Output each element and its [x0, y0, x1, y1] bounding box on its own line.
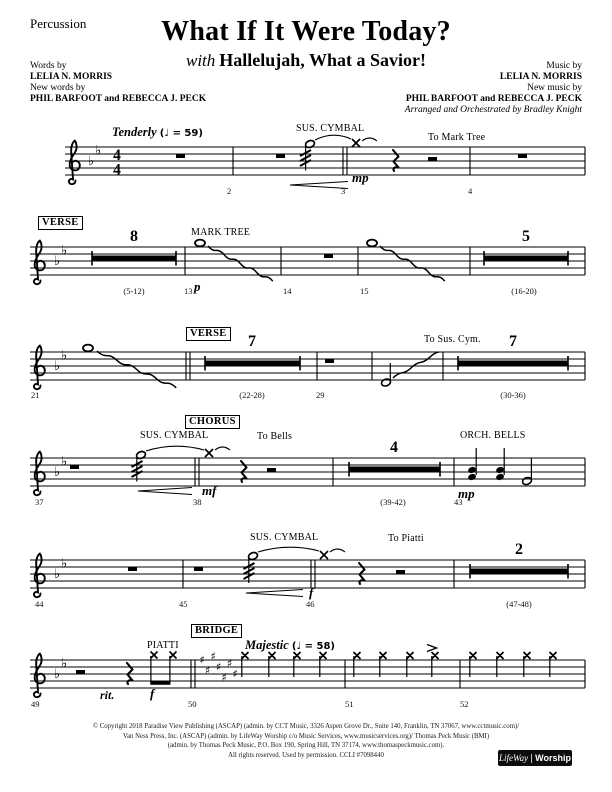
whole-note	[83, 345, 93, 352]
flat-icon: ♭	[54, 359, 61, 374]
whole-rest-icon	[176, 154, 185, 158]
sharp-icon: ♯	[215, 660, 222, 674]
time-signature	[113, 147, 121, 179]
page-title: What If It Were Today?	[161, 16, 451, 47]
multirest-count: 7	[509, 333, 517, 350]
measure-range: (22-28)	[239, 390, 265, 400]
multirest-count: 7	[248, 333, 256, 350]
ritardando-marking: rit.	[100, 688, 115, 702]
new-music-name: PHIL BARFOOT and REBECCA J. PECK	[405, 94, 582, 104]
logo-lifeway-text: LifeWay	[498, 753, 529, 763]
gliss-half-note	[381, 363, 392, 387]
measure-number: 13	[184, 286, 193, 296]
new-words-name: PHIL BARFOOT and REBECCA J. PECK	[30, 94, 207, 104]
tie	[258, 547, 319, 552]
section-bridge: BRIDGE	[191, 624, 242, 638]
whole-rest-icon	[128, 567, 137, 571]
subtitle-main: Hallelujah, What a Savior!	[219, 50, 426, 70]
measure-range: (47-48)	[506, 599, 532, 609]
glissando-down	[208, 246, 273, 281]
half-rest-icon	[396, 570, 405, 574]
flat-icon: ♭	[54, 465, 61, 480]
section-chorus: CHORUS	[185, 415, 240, 429]
cue-sus-cymbal-1: SUS. CYMBAL	[296, 123, 365, 134]
measure-number: 49	[31, 699, 40, 709]
new-music-label: New music by	[527, 83, 582, 93]
measure-range: (39-42)	[380, 497, 406, 507]
copyright-line-4: All rights reserved. Used by permission. CCLI #7098440	[228, 751, 384, 759]
logo-divider	[531, 754, 532, 763]
staff-system-5	[30, 547, 585, 597]
measure-number: 4	[468, 186, 473, 196]
multimeasure-rest	[92, 251, 176, 266]
lifeway-worship-logo	[498, 750, 572, 766]
glissando-down	[380, 246, 445, 281]
let-vibrate-tie	[330, 549, 345, 552]
cue-to-sus-cym: To Sus. Cym.	[424, 334, 481, 345]
tempo-marking-1	[112, 125, 203, 140]
multirest-count: 8	[130, 228, 138, 245]
cue-sus-cymbal-2: SUS. CYMBAL	[140, 430, 209, 441]
credits-music	[405, 61, 582, 116]
tempo-metronome: (♩ = 58)	[291, 641, 335, 652]
staff-lines	[30, 660, 585, 688]
flat-icon: ♭	[61, 656, 68, 672]
logo-worship-text: Worship	[535, 753, 571, 763]
measure-number: 43	[454, 497, 463, 507]
let-vibrate-tie	[215, 447, 230, 450]
flat-icon: ♭	[54, 254, 61, 269]
measure-number: 51	[345, 699, 354, 709]
measure-number: 45	[179, 599, 188, 609]
instrument-label: Percussion	[30, 16, 87, 31]
cymbal-hit-x-note	[205, 449, 213, 457]
whole-rest-icon	[70, 465, 79, 469]
staff-system-1	[65, 135, 585, 188]
cymbal-hit-x-note	[352, 139, 360, 147]
new-words-label: New words by	[30, 83, 86, 93]
multimeasure-rest	[484, 251, 568, 266]
glissando-up	[393, 352, 439, 378]
sharp-icon: ♯	[204, 664, 211, 677]
let-vibrate-tie	[362, 138, 377, 141]
multimeasure-rest	[205, 356, 300, 371]
staff-system-4	[30, 446, 585, 495]
measure-range: (16-20)	[511, 286, 537, 296]
accent-icon	[427, 645, 437, 652]
staff-system-2	[30, 240, 585, 285]
multimeasure-rest	[470, 564, 568, 579]
dynamic-f: f	[150, 686, 155, 701]
subtitle-prefix: with	[186, 51, 216, 70]
dynamic-mp: mp	[458, 486, 475, 501]
cue-to-mark-tree: To Mark Tree	[428, 132, 486, 143]
measure-number: 29	[316, 390, 325, 400]
staff-lines	[65, 147, 585, 175]
crescendo-hairpin	[138, 488, 192, 495]
multirest-count: 5	[522, 228, 530, 245]
tie	[146, 446, 204, 451]
time-sig-bottom: 4	[113, 161, 121, 179]
sharp-icon: ♯	[199, 653, 205, 667]
cue-to-bells: To Bells	[257, 431, 293, 442]
whole-rest-icon	[276, 154, 285, 158]
flat-icon: ♭	[61, 556, 68, 572]
multirest-count: 2	[515, 541, 523, 558]
arranger-credit: Arranged and Orchestrated by Bradley Knight	[404, 105, 582, 115]
measure-range: (30-36)	[500, 390, 526, 400]
dynamic-p: p	[194, 279, 201, 294]
glissando-down	[97, 351, 176, 388]
cymbal-roll-note	[300, 139, 315, 170]
sharp-icon: ♯	[232, 667, 238, 681]
cue-sus-cymbal-3: SUS. CYMBAL	[250, 532, 319, 543]
section-verse-2: VERSE	[186, 327, 231, 341]
measure-number: 3	[341, 186, 346, 196]
music-by-label: Music by	[546, 61, 582, 71]
flat-icon: ♭	[61, 454, 68, 470]
cue-orch-bells: ORCH. BELLS	[460, 430, 526, 441]
multimeasure-rest	[458, 356, 568, 371]
flat-icon: ♭	[95, 143, 102, 159]
measure-range: (5-12)	[123, 286, 145, 296]
dynamic-mf: mf	[202, 483, 217, 498]
measure-number: 21	[31, 390, 40, 400]
tempo-word: Tenderly	[112, 125, 157, 139]
copyright-line-1: © Copyright 2018 Paradise View Publishing (ASCAP) (admin. by CCT Music, 3326 Aspen Grove Dr., Suite 140, Franklin, TN 37067, www.cctmusic.com)/	[92, 723, 520, 730]
half-rest-icon	[76, 670, 85, 674]
sharp-icon: ♯	[210, 650, 216, 663]
staff-system-3	[30, 345, 585, 390]
tempo-metronome: (♩ = 59)	[159, 128, 203, 139]
flat-icon: ♭	[61, 243, 68, 259]
copyright-line-2: Van Ness Press, Inc. (ASCAP) (admin. by LifeWay Worship c/o Music Services, www.musicservices.org)/ Thomas Peck Music (BMI)	[122, 732, 490, 740]
whole-rest-icon	[518, 154, 527, 158]
measure-number: 46	[306, 599, 315, 609]
tempo-word: Majestic	[245, 638, 289, 652]
measure-number: 50	[188, 699, 197, 709]
dynamic-mp: mp	[352, 170, 369, 185]
multimeasure-rest	[349, 462, 440, 477]
measure-number: 44	[35, 599, 44, 609]
tempo-marking-2	[245, 638, 335, 653]
half-rest-icon	[428, 157, 437, 161]
flat-icon: ♭	[54, 667, 61, 682]
key-signature-sharps	[199, 650, 237, 684]
whole-note	[195, 240, 205, 247]
measure-number: 37	[35, 497, 44, 507]
tie	[315, 135, 351, 140]
measure-number: 52	[460, 699, 469, 709]
measure-number: 14	[283, 286, 292, 296]
measure-number: 15	[360, 286, 369, 296]
flat-icon: ♭	[88, 154, 95, 169]
multirest-count: 4	[390, 439, 398, 456]
cymbal-hit-x-note	[320, 551, 328, 559]
whole-note	[367, 240, 377, 247]
crescendo-hairpin	[290, 182, 348, 189]
time-sig-top: 4	[113, 147, 121, 164]
music-by-name: LELIA N. MORRIS	[499, 72, 582, 82]
cymbal-roll-note	[132, 450, 147, 481]
cue-mark-tree: MARK TREE	[191, 227, 251, 238]
piatti-eighth-notes	[150, 652, 176, 685]
piatti-quarter-notes	[242, 652, 557, 677]
whole-rest-icon	[324, 254, 333, 258]
measure-number: 2	[227, 186, 232, 196]
flat-icon: ♭	[54, 567, 61, 582]
bells-notes	[467, 448, 532, 486]
measure-number: 38	[193, 497, 202, 507]
section-verse-1: VERSE	[38, 216, 83, 230]
whole-rest-icon	[325, 359, 334, 363]
dynamic-f: f	[309, 585, 314, 600]
crescendo-hairpin	[246, 590, 303, 597]
flat-icon: ♭	[61, 348, 68, 364]
credits-words	[30, 61, 206, 105]
half-rest-icon	[267, 468, 276, 472]
copyright-line-3: (admin. by Thomas Peck Music, P.O. Box 190, Spring Hill, TN 37174, www.thomaspeckmusic.com).	[167, 742, 445, 750]
cue-to-piatti: To Piatti	[388, 533, 424, 544]
sharp-icon: ♯	[221, 671, 227, 684]
cue-piatti: PIATTI	[147, 640, 179, 651]
words-by-label: Words by	[30, 61, 67, 71]
words-by-name: LELIA N. MORRIS	[30, 72, 113, 82]
whole-rest-icon	[194, 567, 203, 571]
sharp-icon: ♯	[226, 657, 233, 670]
